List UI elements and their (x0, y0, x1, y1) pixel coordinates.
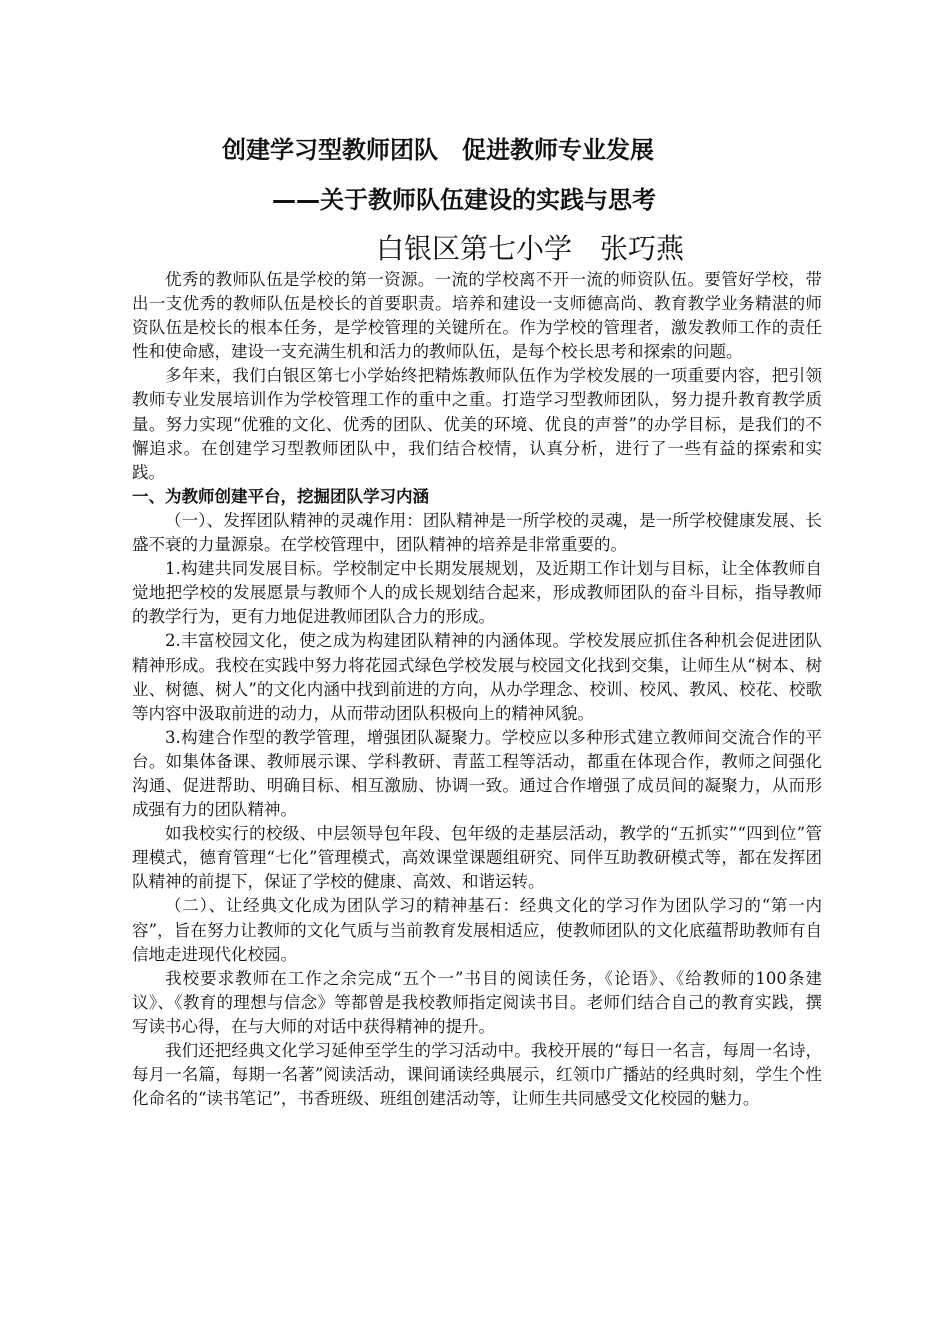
document-body (132, 268, 822, 1111)
document-author: 白银区第七小学 张巧燕 (376, 232, 685, 265)
paragraph-intro-2: 多年来，我们白银区第七小学始终把精炼教师队伍作为学校发展的一项重要内容，把引领教师专业发展培训作为学校管理工作的重中之重。打造学习型教师团队，努力提升教育教学质量。努力实现“优雅的文化、优秀的团队、优美的环境、优良的声誉”的办学目标，是我们的不懈追求。在创建学习型教师团队中，我们结合校情，认真分析，进行了一些有益的探索和实践。 (132, 366, 822, 482)
paragraph-reading: 我校要求教师在工作之余完成“五个一”书目的阅读任务，《论语》、《给教师的100条建议》、《教育的理想与信念》等都曾是我校教师指定阅读书目。老师们结合自己的教育实践，撰写读书心得，在与大师的对话中获得精神的提升。 (132, 968, 822, 1036)
section-heading-1: 一、为教师创建平台，挖掘团队学习内涵 (132, 486, 429, 506)
paragraph-item-3: 3.构建合作型的教学管理，增强团队凝聚力。学校应以多种形式建立教师间交流合作的平台。如集体备课、教师展示课、学科教研、青蓝工程等活动，都重在体现合作，教师之间强化沟通、促进帮助、明确目标、相互激励、协调一致。通过合作增强了成员间的凝聚力，从而形成强有力的团队精神。 (132, 727, 822, 820)
paragraph-intro-1: 优秀的教师队伍是学校的第一资源。一流的学校离不开一流的师资队伍。要管好学校，带出一支优秀的教师队伍是校长的首要职责。培养和建设一支师德高尚、教育教学业务精湛的师资队伍是校长的根本任务，是学校管理的关键所在。作为学校的管理者，激发教师工作的责任性和使命感，建设一支充满生机和活力的教师队伍，是每个校长思考和探索的问题。 (132, 270, 822, 362)
paragraph-example: 如我校实行的校级、中层领导包年段、包年级的走基层活动，教学的“五抓实”“四到位”管理模式，德育管理“七化”管理模式，高效课堂课题组研究、同伴互助教研模式等，都在发挥团队精神的前提下，保证了学校的健康、高效、和谐运转。 (132, 824, 822, 892)
paragraph-students: 我们还把经典文化学习延伸至学生的学习活动中。我校开展的“每日一名言，每周一名诗，每月一名篇，每期一名著”阅读活动，课间诵读经典展示，红领巾广播站的经典时刻，学生个性化命名的“读书笔记”，书香班级、班组创建活动等，让师生共同感受文化校园的魅力。 (132, 1041, 822, 1109)
document-title: 创建学习型教师团队 促进教师专业发展 (222, 136, 654, 164)
paragraph-item-1: 1.构建共同发展目标。学校制定中长期发展规划，及近期工作计划与目标，让全体教师自觉地把学校的发展愿景与教师个人的成长规划结合起来，形成教师团队的奋斗目标，指导教师的教学行为，更有力地促进教师团队合力的形成。 (132, 559, 822, 627)
document-subtitle: ——关于教师队伍建设的实践与思考 (272, 186, 656, 214)
paragraph-subsection-1: （一）、发挥团队精神的灵魂作用：团队精神是一所学校的灵魂，是一所学校健康发展、长盛不衰的力量源泉。在学校管理中，团队精神的培养是非常重要的。 (132, 510, 822, 555)
paragraph-subsection-2: （二）、让经典文化成为团队学习的精神基石：经典文化的学习作为团队学习的“第一内容”，旨在努力让教师的文化气质与当前教育发展相适应，使教师团队的文化底蕴帮助教师有自信地走进现代化校园。 (132, 896, 822, 964)
paragraph-item-2: 2.丰富校园文化，使之成为构建团队精神的内涵体现。学校发展应抓住各种机会促进团队精神形成。我校在实践中努力将花园式绿色学校发展与校园文化找到交集，让师生从“树本、树业、树德、树人”的文化内涵中找到前进的方向，从办学理念、校训、校风、教风、校花、校歌等内容中汲取前进的动力，从而带动团队积极向上的精神风貌。 (132, 631, 822, 723)
